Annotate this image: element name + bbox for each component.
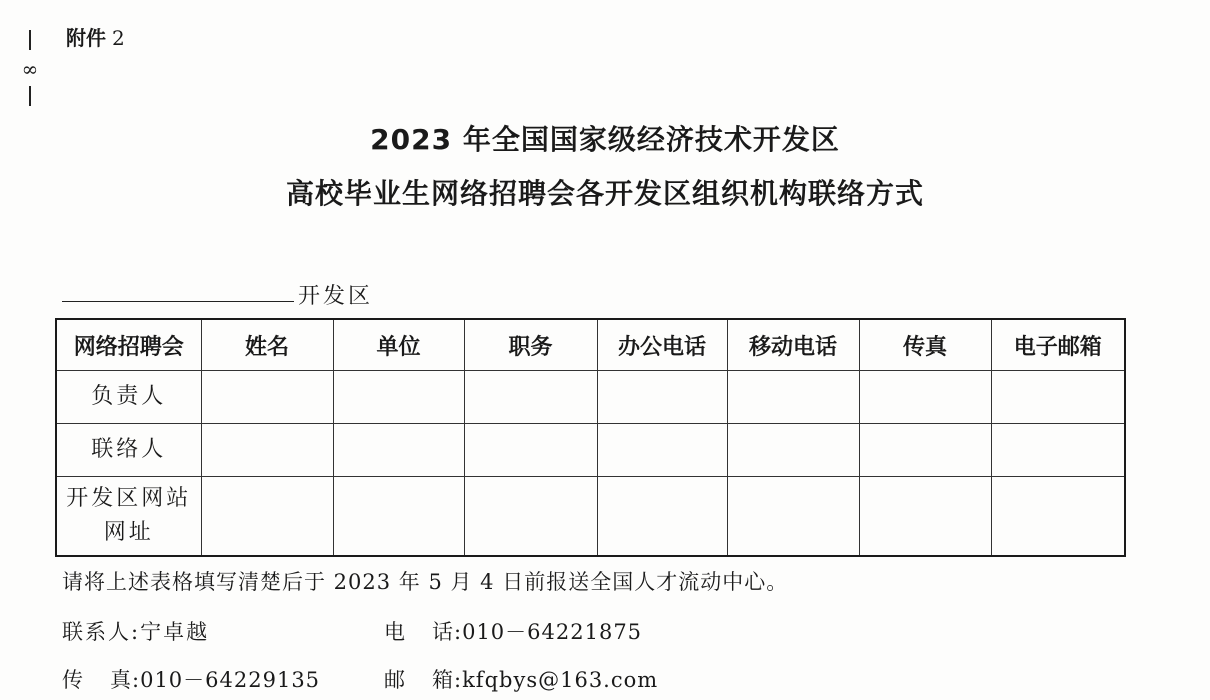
input-cell-name[interactable] — [201, 477, 333, 557]
table-row-liaison — [56, 424, 1125, 477]
input-cell-fax[interactable] — [859, 424, 991, 477]
contact-email-label-b: 箱 — [432, 668, 454, 692]
header-cell-mobile-phone: 移动电话 — [727, 319, 859, 371]
contact-person — [62, 616, 209, 646]
row-label-website-line-2: 网址 — [103, 520, 154, 545]
input-cell-fax[interactable] — [859, 477, 991, 557]
header-cell-name: 姓名 — [201, 319, 333, 371]
input-cell-position[interactable] — [464, 371, 597, 424]
input-cell-office-phone[interactable] — [597, 477, 727, 557]
contact-person-label: 联系人 — [62, 620, 131, 644]
input-cell-mobile-phone[interactable] — [727, 424, 859, 477]
zone-suffix-label: 开发区 — [298, 284, 374, 309]
contact-fax-label-b: 真 — [110, 668, 132, 692]
header-cell-recruitment: 网络招聘会 — [56, 319, 201, 371]
contact-phone-separator: : — [454, 620, 463, 644]
input-cell-mobile-phone[interactable] — [727, 477, 859, 557]
contact-person-separator: : — [131, 620, 141, 644]
attachment-number: 2 — [112, 26, 125, 50]
table-row-person-in-charge — [56, 371, 1125, 424]
input-cell-position[interactable] — [464, 424, 597, 477]
contact-fax-value: 010－64229135 — [140, 668, 321, 692]
contact-email — [384, 664, 658, 694]
attachment-text: 附件 — [66, 26, 106, 50]
attachment-label — [66, 22, 125, 51]
contact-form-table — [55, 318, 1126, 557]
table-row-website — [56, 477, 1125, 557]
input-cell-email[interactable] — [991, 424, 1125, 477]
contact-phone-label-a: 电 — [384, 620, 406, 644]
input-cell-position[interactable] — [464, 477, 597, 557]
header-cell-office-phone: 办公电话 — [597, 319, 727, 371]
contact-person-value: 宁卓越 — [140, 620, 210, 644]
row-label-liaison: 联络人 — [56, 424, 201, 477]
input-cell-unit[interactable] — [333, 371, 464, 424]
page-marker-symbol: ∞ — [21, 57, 39, 81]
page-marker-bottom-bar — [29, 86, 31, 106]
header-cell-fax: 传真 — [859, 319, 991, 371]
input-cell-email[interactable] — [991, 371, 1125, 424]
document-title-line-1: 2023 年全国国家级经济技术开发区 — [370, 123, 840, 156]
input-cell-fax[interactable] — [859, 371, 991, 424]
input-cell-office-phone[interactable] — [597, 371, 727, 424]
header-cell-unit: 单位 — [333, 319, 464, 371]
input-cell-email[interactable] — [991, 477, 1125, 557]
input-cell-unit[interactable] — [333, 424, 464, 477]
page-marker — [20, 30, 40, 106]
contact-phone-label-b: 话 — [432, 620, 454, 644]
input-cell-name[interactable] — [201, 424, 333, 477]
input-cell-office-phone[interactable] — [597, 424, 727, 477]
page-marker-top-bar — [29, 30, 31, 50]
contact-fax-separator: : — [132, 668, 141, 692]
document-title-line-2: 高校毕业生网络招聘会各开发区组织机构联络方式 — [285, 177, 924, 210]
zone-name-blank[interactable] — [62, 301, 294, 302]
contact-fax — [62, 664, 320, 694]
submission-note: 请将上述表格填写清楚后于 2023 年 5 月 4 日前报送全国人才流动中心。 — [62, 570, 789, 594]
table-header-row — [56, 319, 1125, 371]
contact-email-separator: : — [454, 668, 463, 692]
row-label-website-line-1: 开发区网站 — [66, 486, 192, 511]
row-label-website — [56, 477, 201, 557]
header-cell-position: 职务 — [464, 319, 597, 371]
contact-fax-label-a: 传 — [62, 668, 84, 692]
contact-email-value[interactable]: kfqbys@163.com — [462, 668, 659, 692]
contact-phone-value: 010－64221875 — [462, 620, 643, 644]
input-cell-unit[interactable] — [333, 477, 464, 557]
row-label-person-in-charge: 负责人 — [56, 371, 201, 424]
input-cell-name[interactable] — [201, 371, 333, 424]
contact-email-label-a: 邮 — [384, 668, 406, 692]
header-cell-email: 电子邮箱 — [991, 319, 1125, 371]
contact-phone — [384, 616, 642, 646]
input-cell-mobile-phone[interactable] — [727, 371, 859, 424]
